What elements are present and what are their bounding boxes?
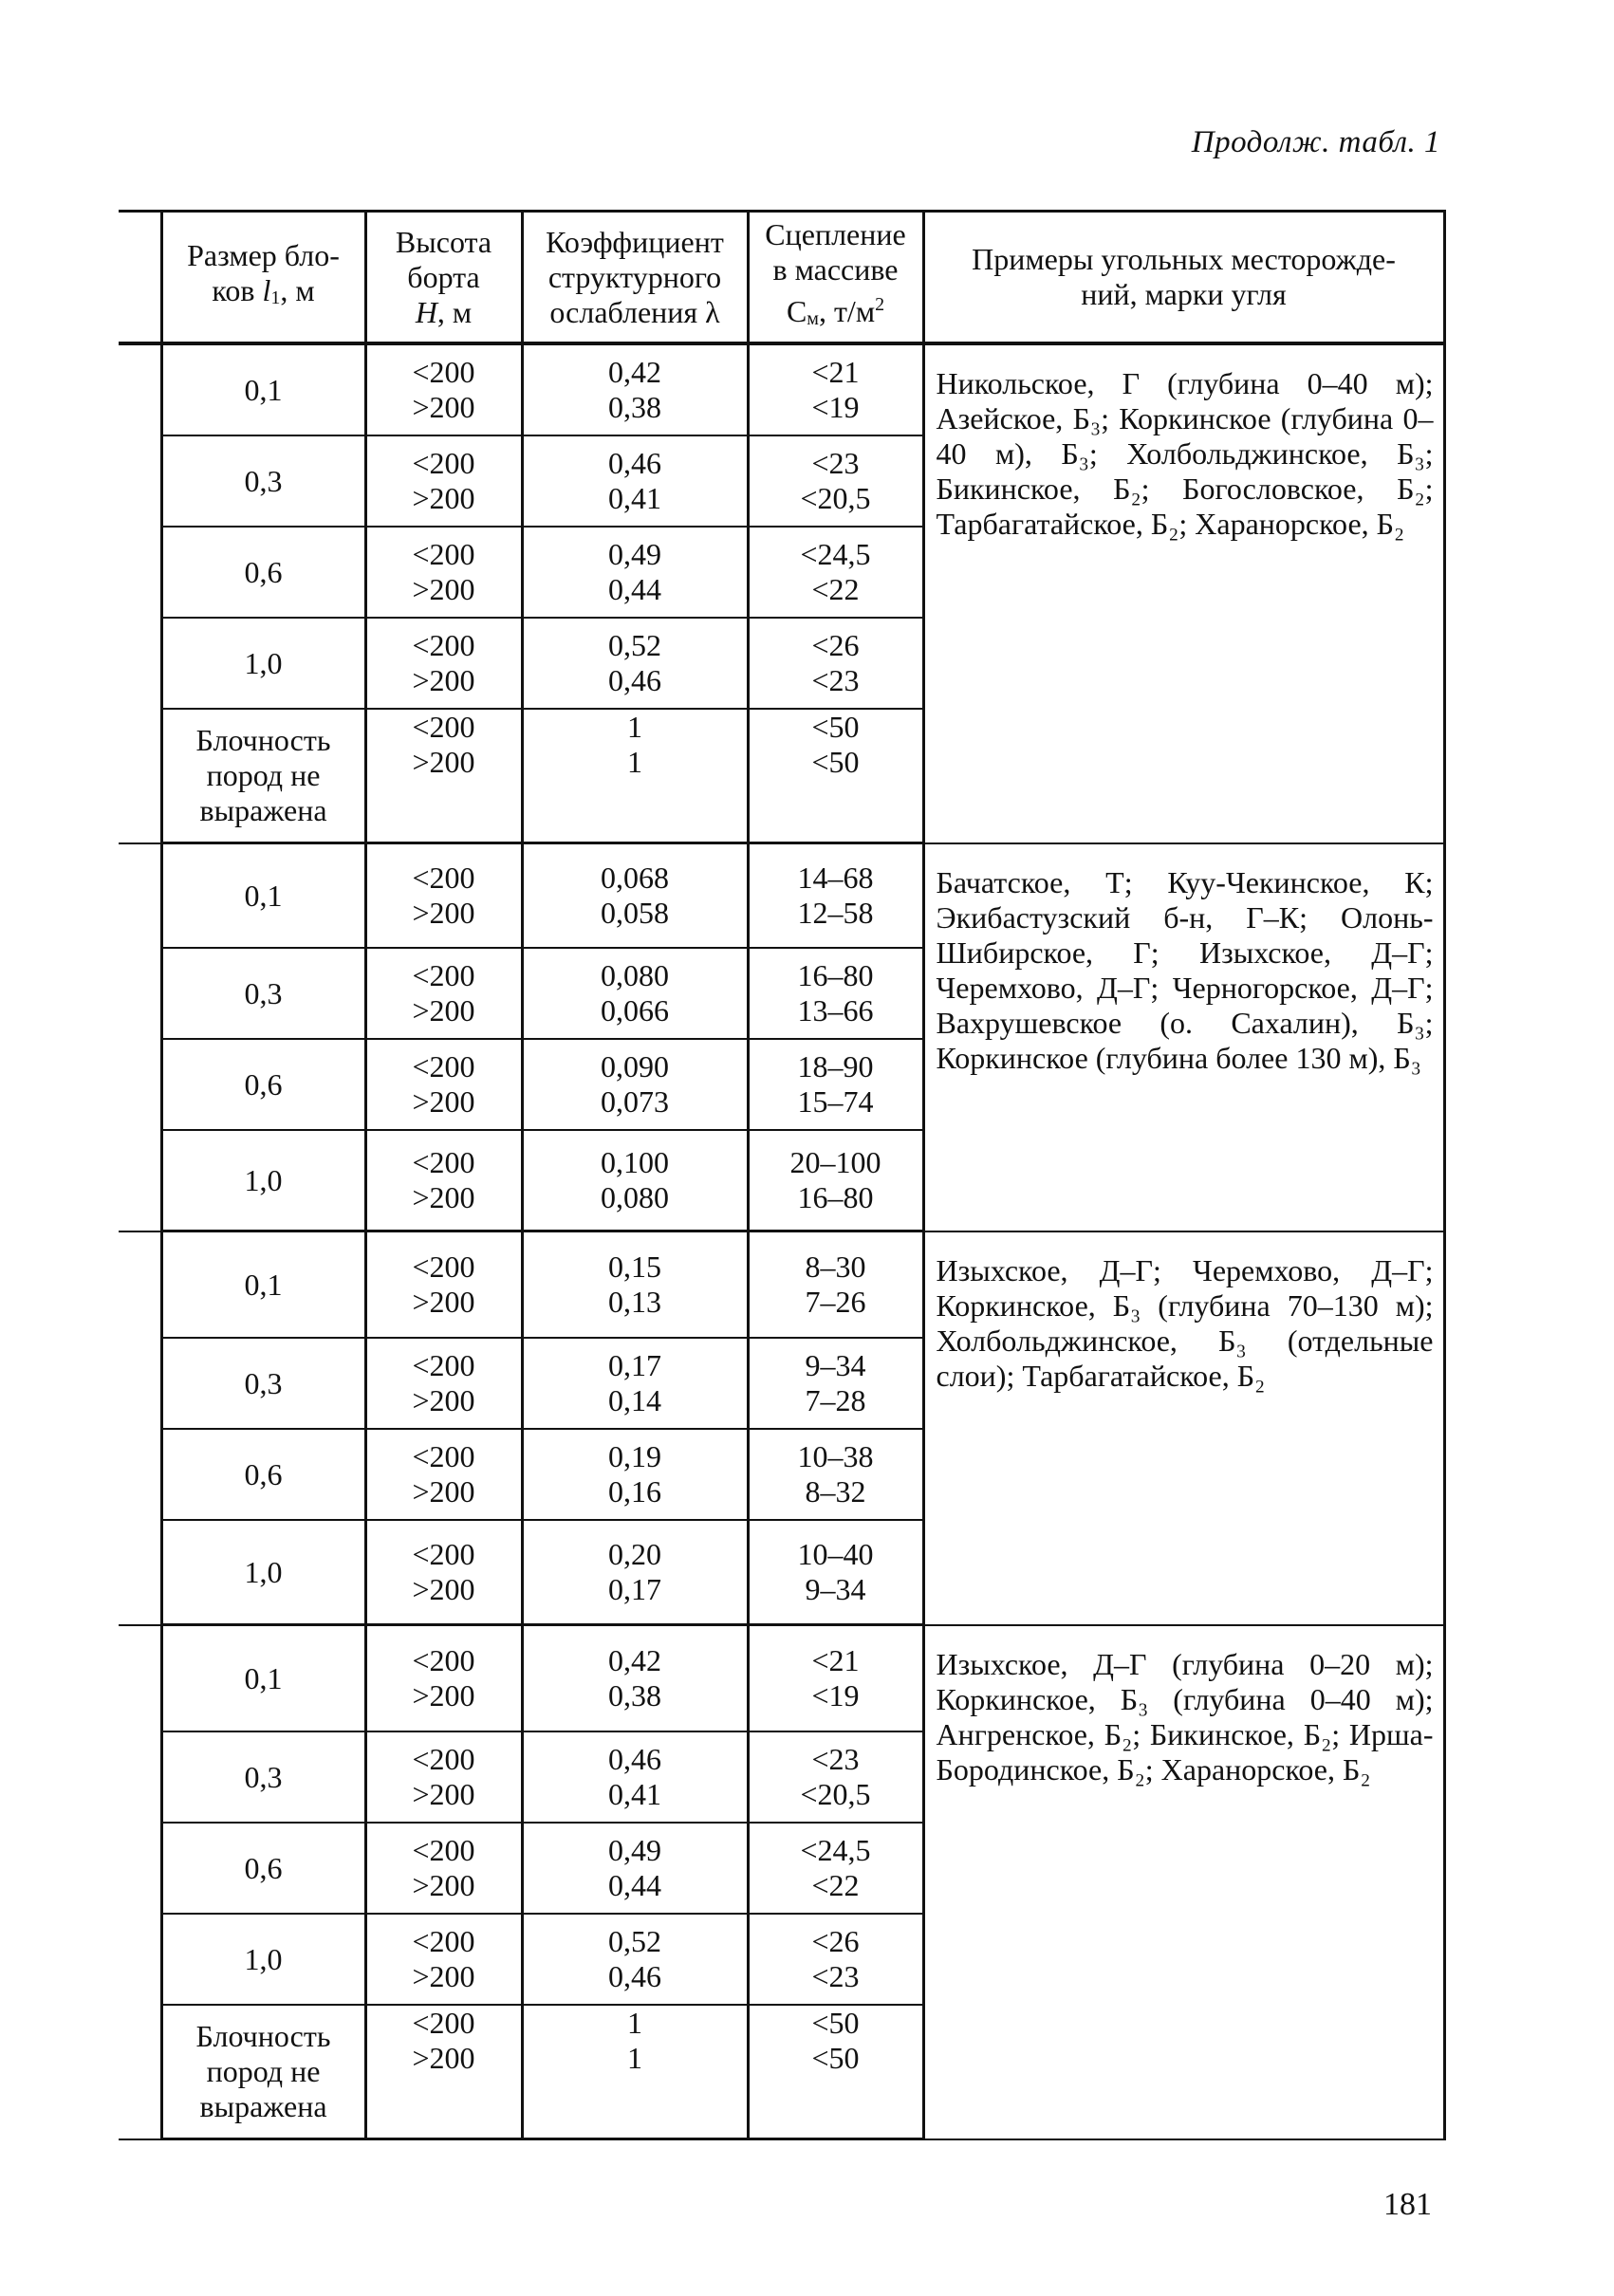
header-block-size: Размер бло- ков l1, м: [161, 212, 365, 344]
cell-cohesion: [748, 1823, 923, 1914]
cell-value: 0,42: [608, 1643, 661, 1677]
cell-block-size: 1,0: [161, 1520, 365, 1625]
cell-value: >200: [412, 1383, 475, 1417]
cell-value: 13–66: [797, 993, 874, 1028]
cell-coefficient: [522, 527, 748, 618]
cell-value: 0,49: [608, 537, 661, 571]
block-size-line: Блочность: [195, 2019, 331, 2053]
cell-coefficient: [522, 843, 748, 949]
block-size-line: выражена: [199, 2089, 327, 2123]
header-examples: Примеры угольных месторожде- ний, марки угля: [923, 212, 1444, 344]
cell-coefficient: [522, 435, 748, 527]
cell-coefficient: [522, 1823, 748, 1914]
cell-coefficient: [522, 2005, 748, 2139]
table-continuation-label: Продолж. табл. 1: [1191, 125, 1440, 159]
cell-value: 0,073: [601, 1084, 669, 1119]
cell-bench-height: [365, 435, 522, 527]
cell-value: 16–80: [797, 1180, 874, 1214]
cell-value: 0,46: [608, 1742, 661, 1776]
cell-block-size: 0,3: [161, 435, 365, 527]
cell-value: 0,068: [601, 861, 669, 895]
cell-cohesion: [748, 1039, 923, 1130]
cell-value: >200: [412, 1678, 475, 1713]
cell-value: >200: [412, 745, 475, 779]
cell-value: 0,058: [601, 896, 669, 930]
cell-block-size: 0,3: [161, 1338, 365, 1429]
cell-coefficient: [522, 1130, 748, 1231]
cell-value: >200: [412, 572, 475, 606]
cell-coefficient: [522, 618, 748, 709]
cell-cohesion: [748, 1731, 923, 1823]
cell-value: >200: [412, 663, 475, 697]
group-stub-cell: [119, 843, 161, 1231]
block-size-line: выражена: [199, 793, 327, 827]
cell-value: <20,5: [800, 481, 871, 515]
cell-value: >200: [412, 1084, 475, 1119]
cell-value: 8–30: [805, 1250, 866, 1284]
cell-value: <200: [412, 1348, 475, 1382]
cell-bench-height: [365, 843, 522, 949]
examples-text: Никольское, Г (глубина 0–40 м); Азейское, Б₃; Коркинское (глубина 0–40 м), Б₃; Холбольджинское, Б₃; Бикинское, Б₂; Богословское, Б₂; Тарбагатайское, Б₂; Харанорское, Б₂: [936, 366, 1434, 541]
cell-value: <19: [811, 390, 860, 424]
coal-deposits-table: [119, 210, 1446, 2140]
cell-value: 0,38: [608, 1678, 661, 1713]
cell-value: <200: [412, 1833, 475, 1867]
cell-cohesion: [748, 843, 923, 949]
cell-cohesion: [748, 527, 923, 618]
cell-coefficient: [522, 343, 748, 435]
cell-value: 10–38: [797, 1439, 874, 1473]
cell-coefficient: [522, 1429, 748, 1520]
cell-value: 0,20: [608, 1537, 661, 1571]
cell-value: <200: [412, 2006, 475, 2040]
cell-value: <24,5: [800, 537, 871, 571]
cell-coefficient: [522, 1625, 748, 1732]
cell-value: <200: [412, 861, 475, 895]
cell-value: >200: [412, 993, 475, 1028]
cell-value: <50: [811, 710, 860, 744]
cell-bench-height: [365, 618, 522, 709]
header-cohesion: Сцепление в массиве См, $т/м^2$: [748, 212, 923, 344]
cell-cohesion: [748, 1625, 923, 1732]
table-row: [119, 343, 1444, 435]
cell-value: <23: [811, 1742, 860, 1776]
cell-value: <200: [412, 1537, 475, 1571]
table-body: [119, 343, 1444, 2139]
table-row: [119, 1625, 1444, 1732]
cell-coefficient: [522, 1731, 748, 1823]
cell-value: <200: [412, 1439, 475, 1473]
cell-bench-height: [365, 1520, 522, 1625]
cell-coefficient: [522, 948, 748, 1039]
cell-value: >200: [412, 896, 475, 930]
cell-value: 9–34: [805, 1348, 866, 1382]
cell-block-size: 1,0: [161, 1914, 365, 2005]
cell-value: 1: [627, 710, 642, 744]
cell-value: <200: [412, 1924, 475, 1958]
cell-block-size: 1,0: [161, 618, 365, 709]
block-size-line: пород не: [206, 758, 321, 792]
cell-value: <200: [412, 537, 475, 571]
cell-value: 0,44: [608, 1868, 661, 1902]
cell-value: 0,41: [608, 1777, 661, 1811]
cell-value: <50: [811, 2006, 860, 2040]
cell-value: 0,44: [608, 572, 661, 606]
cell-cohesion: [748, 1231, 923, 1339]
cell-value: 1: [627, 2041, 642, 2075]
cell-value: <21: [811, 1643, 860, 1677]
cell-value: >200: [412, 1285, 475, 1319]
cell-value: <200: [412, 710, 475, 744]
cell-cohesion: [748, 1429, 923, 1520]
cell-value: <22: [811, 572, 860, 606]
cell-value: 0,13: [608, 1285, 661, 1319]
cell-value: <22: [811, 1868, 860, 1902]
header-bench-height: Высота борта H, м: [365, 212, 522, 344]
cell-value: 8–32: [805, 1474, 866, 1509]
cell-value: 7–26: [805, 1285, 866, 1319]
cell-examples: [923, 1625, 1444, 2139]
cell-cohesion: [748, 948, 923, 1039]
cell-value: 1: [627, 2006, 642, 2040]
cell-value: 0,52: [608, 628, 661, 662]
cell-value: 0,52: [608, 1924, 661, 1958]
cell-block-size: 0,3: [161, 948, 365, 1039]
cell-value: 0,46: [608, 446, 661, 480]
cell-value: 0,17: [608, 1572, 661, 1606]
cell-bench-height: [365, 1231, 522, 1339]
page-number: 181: [1383, 2187, 1432, 2222]
cell-coefficient: [522, 1914, 748, 2005]
cell-cohesion: [748, 343, 923, 435]
cell-value: 12–58: [797, 896, 874, 930]
cell-bench-height: [365, 1625, 522, 1732]
cell-value: 0,100: [601, 1145, 669, 1179]
cell-block-size: 0,1: [161, 343, 365, 435]
cell-coefficient: [522, 1338, 748, 1429]
header-weakening-coefficient: Коэффициент структурного ослабления λ: [522, 212, 748, 344]
cell-value: <26: [811, 628, 860, 662]
cell-cohesion: [748, 709, 923, 843]
cell-value: 1: [627, 745, 642, 779]
cell-bench-height: [365, 527, 522, 618]
cell-cohesion: [748, 435, 923, 527]
table-row: [119, 1231, 1444, 1339]
cell-value: >200: [412, 1180, 475, 1214]
examples-text: Бачатское, Т; Куу-Чекинское, К; Экибастузский б-н, Г–К; Олонь-Шибирское, Г; Изыхское, Д–Г; Черемхово, Д–Г; Черногорское, Д–Г; Вахрушевское (о. Сахалин), Б₃; Коркинское (глубина более 130 м), Б₃: [936, 864, 1434, 1075]
cell-value: 0,46: [608, 1959, 661, 1993]
cell-value: 0,42: [608, 355, 661, 389]
cell-value: <23: [811, 446, 860, 480]
cell-block-size: 0,1: [161, 1231, 365, 1339]
cell-value: 0,19: [608, 1439, 661, 1473]
block-size-line: пород не: [206, 2054, 321, 2088]
examples-text: Изыхское, Д–Г; Черемхово, Д–Г; Коркинское, Б₃ (глубина 70–130 м); Холбольджинское, Б₃ (отдельные слои); Тарбагатайское, Б₂: [936, 1252, 1434, 1393]
cell-value: <200: [412, 1250, 475, 1284]
cell-value: <200: [412, 1742, 475, 1776]
cell-bench-height: [365, 1130, 522, 1231]
cell-bench-height: [365, 1039, 522, 1130]
cell-examples: [923, 843, 1444, 1231]
group-stub-cell: [119, 1231, 161, 1625]
cell-coefficient: [522, 1039, 748, 1130]
cell-value: >200: [412, 1572, 475, 1606]
cell-bench-height: [365, 709, 522, 843]
cell-block-size: 0,6: [161, 1823, 365, 1914]
examples-text: Изыхское, Д–Г (глубина 0–20 м); Коркинское, Б₃ (глубина 0–40 м); Ангренское, Б₂; Бикинское, Б₂; Ирша-Бородинское, Б₂; Харанорское, Б₂: [936, 1646, 1434, 1787]
cell-value: 20–100: [789, 1145, 881, 1179]
cell-value: >200: [412, 2041, 475, 2075]
cell-value: 0,16: [608, 1474, 661, 1509]
group-stub-cell: [119, 1625, 161, 2139]
cell-cohesion: [748, 1520, 923, 1625]
cell-value: <26: [811, 1924, 860, 1958]
cell-bench-height: [365, 1429, 522, 1520]
cell-value: 0,14: [608, 1383, 661, 1417]
header-stub: [119, 212, 161, 344]
cell-value: 0,17: [608, 1348, 661, 1382]
cell-value: 0,15: [608, 1250, 661, 1284]
cell-value: 0,41: [608, 481, 661, 515]
cell-value: <23: [811, 1959, 860, 1993]
cell-bench-height: [365, 1338, 522, 1429]
cell-cohesion: [748, 2005, 923, 2139]
cell-block-size: 0,3: [161, 1731, 365, 1823]
cell-coefficient: [522, 709, 748, 843]
cell-value: 0,080: [601, 1180, 669, 1214]
cell-block-size: 0,6: [161, 527, 365, 618]
cell-value: >200: [412, 1777, 475, 1811]
table-header-row: [119, 212, 1444, 344]
cell-block-size: 1,0: [161, 1130, 365, 1231]
cell-value: <200: [412, 628, 475, 662]
cell-value: >200: [412, 1959, 475, 1993]
cell-value: <21: [811, 355, 860, 389]
cell-block-size: 0,6: [161, 1039, 365, 1130]
block-size-line: Блочность: [195, 723, 331, 757]
cell-bench-height: [365, 343, 522, 435]
table-row: [119, 843, 1444, 949]
cell-coefficient: [522, 1520, 748, 1625]
cell-value: <50: [811, 745, 860, 779]
cell-value: <19: [811, 1678, 860, 1713]
cell-bench-height: [365, 1914, 522, 2005]
cell-bench-height: [365, 1731, 522, 1823]
cell-value: 7–28: [805, 1383, 866, 1417]
cell-value: <20,5: [800, 1777, 871, 1811]
cell-value: >200: [412, 1868, 475, 1902]
cell-value: <200: [412, 1643, 475, 1677]
cell-value: <23: [811, 663, 860, 697]
cell-value: 18–90: [797, 1049, 874, 1083]
cell-value: 0,080: [601, 958, 669, 992]
cell-value: <24,5: [800, 1833, 871, 1867]
cell-value: <200: [412, 355, 475, 389]
cell-value: 0,46: [608, 663, 661, 697]
cell-value: <200: [412, 958, 475, 992]
cell-examples: [923, 1231, 1444, 1625]
cell-cohesion: [748, 1338, 923, 1429]
cell-block-size: [161, 709, 365, 843]
cell-value: <200: [412, 446, 475, 480]
cell-bench-height: [365, 1823, 522, 1914]
group-stub-cell: [119, 343, 161, 843]
cell-value: >200: [412, 1474, 475, 1509]
cell-block-size: 0,1: [161, 1625, 365, 1732]
cell-value: 10–40: [797, 1537, 874, 1571]
cell-value: <200: [412, 1145, 475, 1179]
cell-bench-height: [365, 2005, 522, 2139]
cell-cohesion: [748, 618, 923, 709]
cell-block-size: 0,6: [161, 1429, 365, 1520]
cell-value: 0,066: [601, 993, 669, 1028]
cell-value: 14–68: [797, 861, 874, 895]
cell-value: 0,090: [601, 1049, 669, 1083]
cell-value: >200: [412, 481, 475, 515]
cell-examples: [923, 343, 1444, 843]
cell-value: 16–80: [797, 958, 874, 992]
cell-coefficient: [522, 1231, 748, 1339]
cell-bench-height: [365, 948, 522, 1039]
cell-value: 9–34: [805, 1572, 866, 1606]
cell-value: 0,49: [608, 1833, 661, 1867]
cell-value: <200: [412, 1049, 475, 1083]
cell-value: >200: [412, 390, 475, 424]
cell-cohesion: [748, 1914, 923, 2005]
cell-value: 0,38: [608, 390, 661, 424]
cell-value: 15–74: [797, 1084, 874, 1119]
cell-block-size: [161, 2005, 365, 2139]
cell-cohesion: [748, 1130, 923, 1231]
cell-block-size: 0,1: [161, 843, 365, 949]
cell-value: <50: [811, 2041, 860, 2075]
